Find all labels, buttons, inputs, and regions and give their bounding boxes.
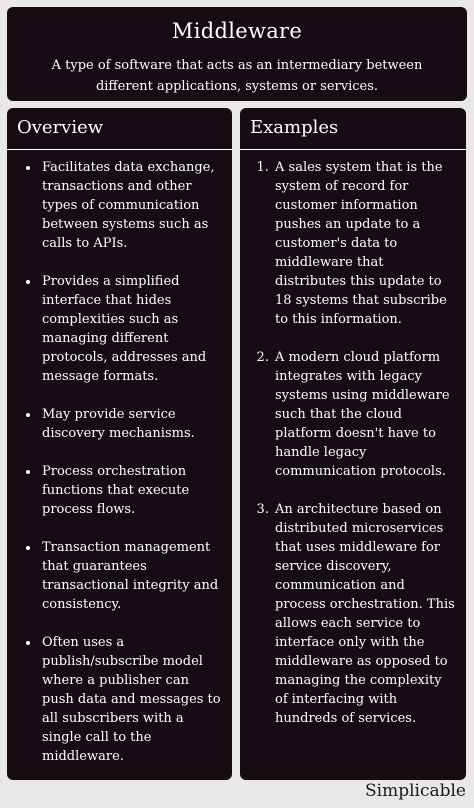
overview-item: • Transaction management that guarantees transactional integrity and consistency. xyxy=(40,538,222,614)
example-item: 2. A modern cloud platform integrates with legacy systems using middleware such that the cloud platform doesn't have to handle legacy communication protocols. xyxy=(273,348,458,481)
example-item: 3. An architecture based on distributed microservices that uses middleware for service discovery, communication and process orchestration. This allows each service to interface only with the middleware as opposed to managing the complexity of interfacing with hundreds of services. xyxy=(273,500,458,728)
examples-list xyxy=(240,158,466,747)
overview-panel xyxy=(7,108,232,780)
overview-item: • Process orchestration functions that execute process flows. xyxy=(40,462,222,519)
overview-item: • May provide service discovery mechanisms. xyxy=(40,405,222,443)
page-description: A type of software that acts as an intermediary between different applications, systems or services. xyxy=(51,58,423,94)
examples-title: Examples xyxy=(250,117,339,138)
overview-item: • Often uses a publish/subscribe model where a publisher can push data and messages to all subscribers with a single call to the middleware. xyxy=(40,633,222,766)
examples-divider xyxy=(240,149,466,150)
header-panel xyxy=(7,7,467,101)
overview-item: • Provides a simplified interface that hides complexities such as managing different protocols, addresses and message formats. xyxy=(40,272,222,386)
overview-divider xyxy=(7,149,232,150)
overview-item: • Facilitates data exchange, transactions and other types of communication between systems such as calls to APIs. xyxy=(40,158,222,253)
page-title: Middleware xyxy=(171,19,303,43)
examples-panel xyxy=(240,108,466,780)
example-item: 1. A sales system that is the system of record for customer information pushes an update to a customer's data to middleware that distributes this update to 18 systems that subscribe to this information. xyxy=(273,158,458,329)
overview-title: Overview xyxy=(17,117,104,138)
overview-list xyxy=(7,158,232,785)
brand-label: Simplicable xyxy=(365,781,466,801)
